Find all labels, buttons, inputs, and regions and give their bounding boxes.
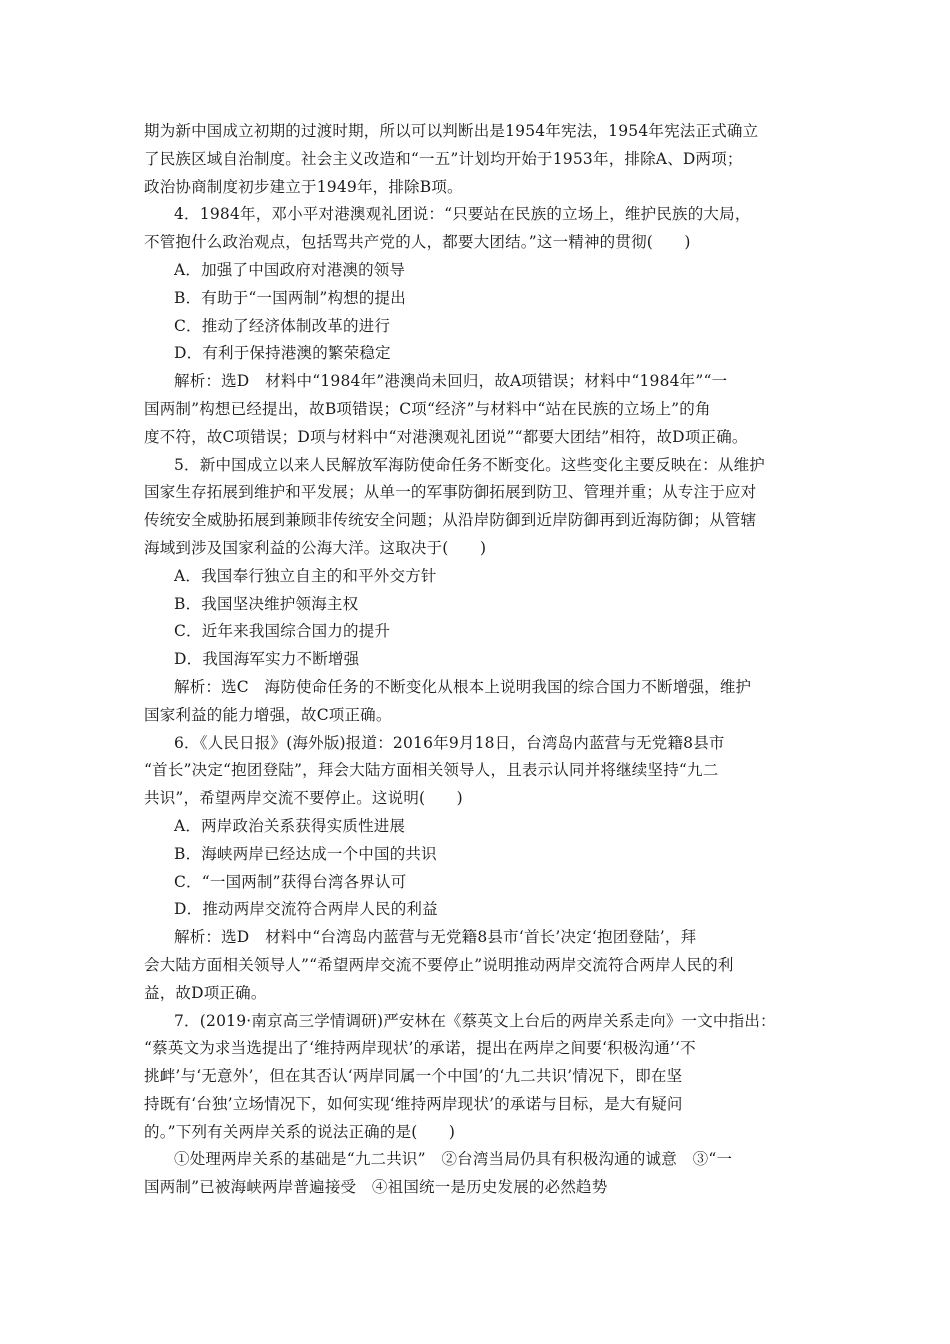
text-line: 挑衅’与‘无意外’，但在其否认‘两岸同属一个中国’的‘九二共识’情况下，即在坚 (144, 1067, 683, 1086)
text-line: 国两制”构想已经提出，故B项错误；C项“经济”与材料中“站在民族的立场上”的角 (144, 399, 711, 418)
document-page (144, 118, 812, 1202)
text-line: A．加强了中国政府对港澳的领导 (174, 260, 406, 279)
text-line: D．推动两岸交流符合两岸人民的利益 (174, 900, 438, 919)
text-line: 了民族区域自治制度。社会主义改造和“一五”计划均开始于1953年，排除A、D两项； (144, 149, 743, 168)
text-line: 的。”下列有关两岸关系的说法正确的是( ) (144, 1122, 456, 1141)
text-line: D．有利于保持港澳的繁荣稳定 (174, 344, 391, 363)
text-line: D．我国海军实力不断增强 (174, 650, 360, 669)
text-line: 国两制”已被海峡两岸普遍接受 ④祖国统一是历史发展的必然趋势 (144, 1178, 608, 1197)
text-line: C．“一国两制”获得台湾各界认可 (174, 872, 407, 891)
text-line: 解析：选D 材料中“台湾岛内蓝营与无党籍8县市‘首长’决定‘抱团登陆’，拜 (174, 928, 697, 947)
text-line: 国家生存拓展到维护和平发展；从单一的军事防御拓展到防卫、管理并重；从专注于应对 (144, 483, 757, 502)
text-line: C．近年来我国综合国力的提升 (174, 622, 391, 641)
text-line: 5．新中国成立以来人民解放军海防使命任务不断变化。这些变化主要反映在：从维护 (174, 455, 765, 474)
text-line: 益，故D项正确。 (144, 983, 267, 1002)
text-line: 海域到涉及国家利益的公海大洋。这取决于( ) (144, 538, 487, 557)
text-line: A．我国奉行独立自主的和平外交方针 (174, 566, 437, 585)
text-line: B．有助于“一国两制”构想的提出 (174, 288, 406, 307)
text-line: 解析：选D 材料中“1984年”港澳尚未回归，故A项错误；材料中“1984年”“一 (174, 372, 728, 391)
text-line: 政治协商制度初步建立于1949年，排除B项。 (144, 177, 463, 196)
text-line: 度不符，故C项错误；D项与材料中“对港澳观礼团说”“都要大团结”相符，故D项正确。 (144, 427, 748, 446)
text-line: 国家利益的能力增强，故C项正确。 (144, 705, 392, 724)
text-line: 持既有‘台独’立场情况下，如何实现‘维持两岸现状’的承诺与目标，是大有疑问 (144, 1094, 683, 1113)
text-line: 共识”，希望两岸交流不要停止。这说明( ) (144, 789, 463, 808)
text-line: A．两岸政治关系获得实质性进展 (174, 816, 406, 835)
text-line: ①处理两岸关系的基础是“九二共识” ②台湾当局仍具有积极沟通的诚意 ③“一 (174, 1150, 733, 1169)
text-line: “蔡英文为求当选提出了‘维持两岸现状’的承诺，提出在两岸之间要‘积极沟通’‘不 (144, 1039, 696, 1058)
text-line: 传统安全威胁拓展到兼顾非传统安全问题；从沿岸防御到近岸防御再到近海防御；从管辖 (144, 511, 757, 530)
text-line: B．海峡两岸已经达成一个中国的共识 (174, 844, 437, 863)
text-line: 解析：选C 海防使命任务的不断变化从根本上说明我国的综合国力不断增强，维护 (174, 677, 752, 696)
text-line: 期为新中国成立初期的过渡时期，所以可以判断出是1954年宪法，1954年宪法正式确立 (144, 122, 759, 140)
text-line: 会大陆方面相关领导人”“希望两岸交流不要停止”说明推动两岸交流符合两岸人民的利 (144, 955, 734, 974)
text-line: 不管抱什么政治观点，包括骂共产党的人，都要大团结。”这一精神的贯彻( ) (144, 233, 691, 252)
text-line: 6．《人民日报》(海外版)报道：2016年9月18日，台湾岛内蓝营与无党籍8县市 (174, 733, 725, 752)
text-line: “首长”决定“抱团登陆”，拜会大陆方面相关领导人，且表示认同并将继续坚持“九二 (144, 761, 719, 780)
text-line: B．我国坚决维护领海主权 (174, 594, 359, 613)
text-line: C．推动了经济体制改革的进行 (174, 316, 391, 335)
text-line: 7．(2019·南京高三学情调研)严安林在《蔡英文上台后的两岸关系走向》一文中指出： (174, 1011, 776, 1030)
text-line: 4．1984年，邓小平对港澳观礼团说：“只要站在民族的立场上，维护民族的大局， (174, 205, 751, 224)
